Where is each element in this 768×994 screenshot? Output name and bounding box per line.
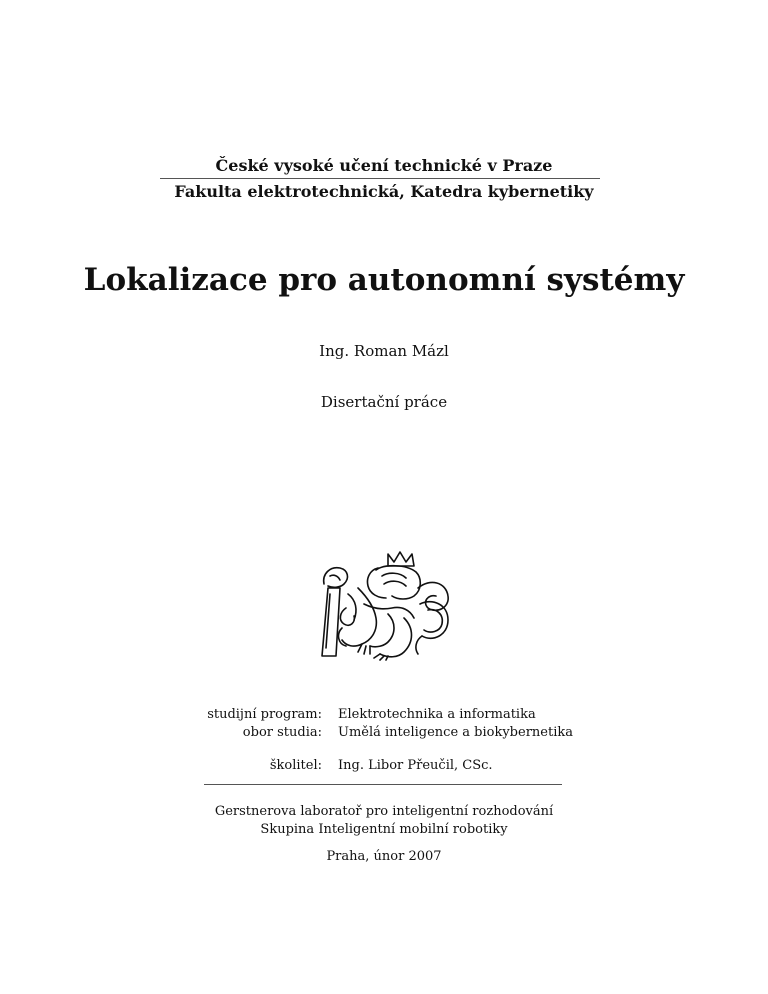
university-name: České vysoké učení technické v Praze — [215, 156, 553, 175]
place-and-date: Praha, únor 2007 — [326, 849, 442, 864]
field-of-study-value: Umělá inteligence a biokybernetika — [338, 725, 573, 740]
laboratory-name: Gerstnerova laboratoř pro inteligentní rozhodování — [214, 804, 554, 819]
research-group-name: Skupina Inteligentní mobilní robotiky — [260, 822, 508, 837]
header-divider — [160, 178, 600, 179]
document-type: Disertační práce — [320, 393, 448, 411]
footer-divider — [204, 784, 562, 785]
supervisor-label: školitel: — [269, 758, 322, 773]
field-of-study-label: obor studia: — [242, 725, 322, 740]
thesis-title: Lokalizace pro autonomní systémy — [83, 262, 685, 298]
faculty-name: Fakulta elektrotechnická, Katedra kybernetiky — [174, 182, 594, 201]
study-program-value: Elektrotechnika a informatika — [338, 707, 536, 722]
author-name: Ing. Roman Mázl — [319, 342, 449, 360]
ctu-lion-logo-icon — [318, 548, 454, 662]
supervisor-value: Ing. Libor Přeučil, CSc. — [338, 758, 493, 773]
study-program-label: studijní program: — [207, 707, 322, 722]
